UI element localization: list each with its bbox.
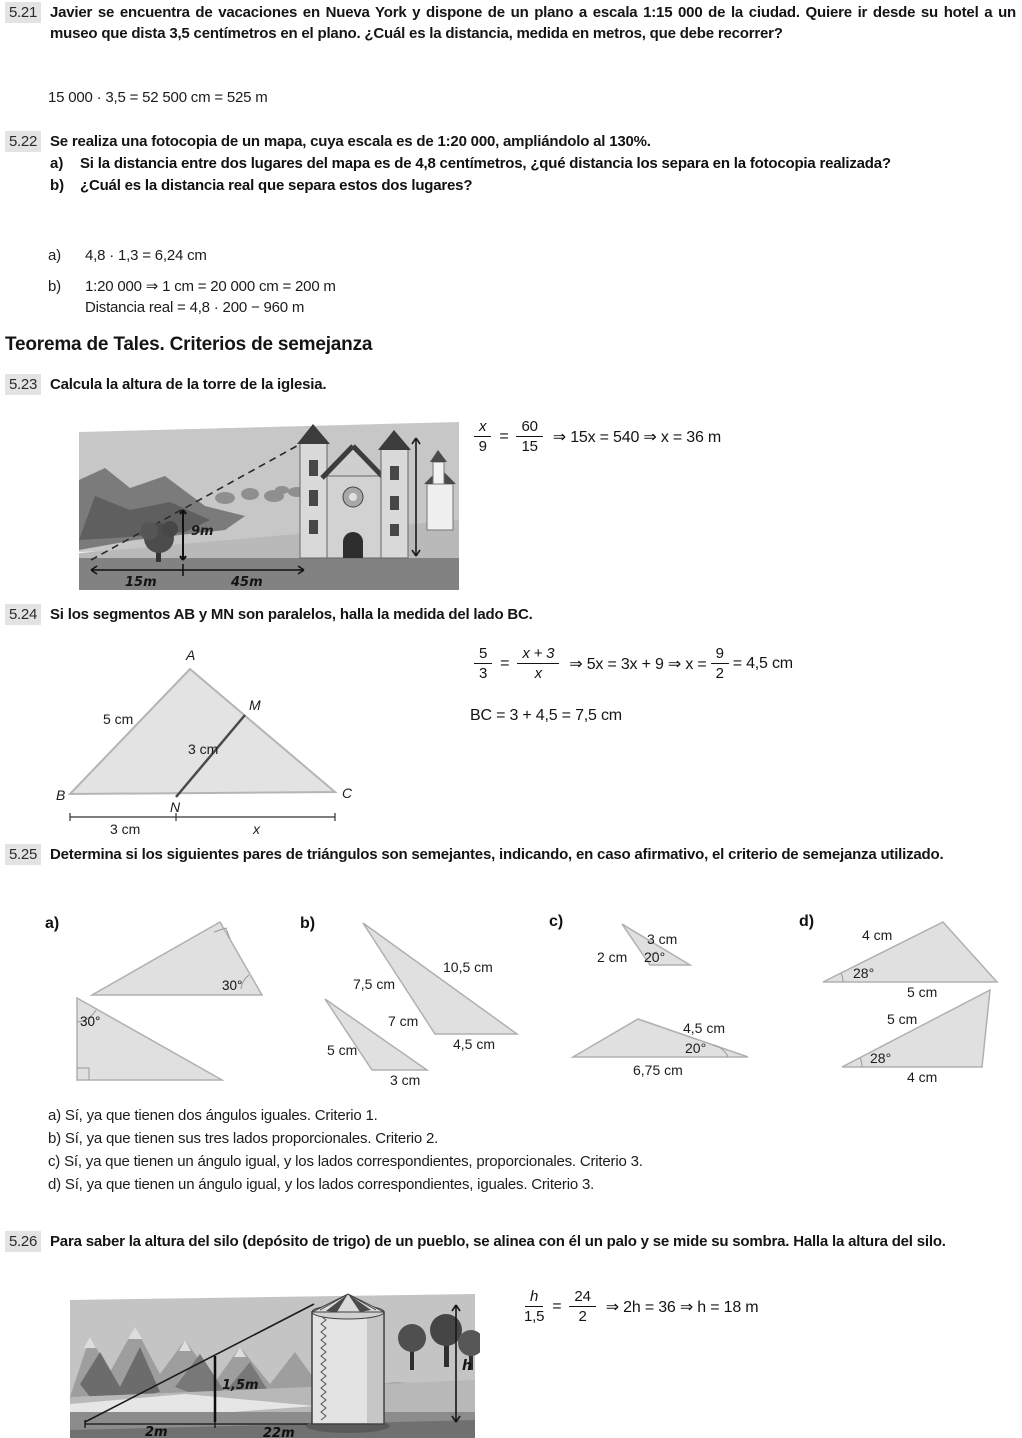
solution-line: 15 000 · 3,5 = 52 500 cm = 525 m [48, 89, 268, 106]
exercise-statement: Javier se encuentra de vacaciones en Nueva York y dispone de un plano a escala 1:15 000 de la ciudad. Quiere ir desde su hotel a un museo que dista 3,5 centímetros en el plano. ¿Cuál es la distancia, medida en metros, que debe recorrer? [50, 4, 1016, 42]
item-label: b) [50, 177, 65, 194]
formula-5-23: $\frac{x}{9}$ = $\frac{60}{15}$ ⇒ 15x = 540 ⇒ x = 36 m [470, 418, 721, 455]
fraction: $\frac{5}{3}$ [474, 645, 492, 682]
exercise-5-21 [5, 2, 1016, 44]
formula-5-24-line2: BC = 3 + 4,5 = 7,5 cm [470, 707, 622, 724]
exercise-5-22 [5, 131, 1016, 196]
part-d-label: d) [799, 913, 815, 930]
exercise-number: 5.21 [5, 2, 41, 23]
exercise-statement: Se realiza una fotocopia de un mapa, cuya escala es de 1:20 000, ampliándolo al 130%. [50, 133, 651, 150]
side-label: 5 cm [907, 984, 938, 1000]
side-label: 4,5 cm [683, 1020, 726, 1036]
angle-label: 28° [853, 965, 875, 981]
side-label: 3 cm [390, 1072, 421, 1088]
statement-item-b: b) ¿Cuál es la distancia real que separa estos dos lugares? [50, 177, 473, 194]
part-a-label: a) [45, 915, 60, 932]
part-b-label: b) [300, 915, 316, 932]
angle-label: 28° [870, 1050, 892, 1066]
angle-label: 30° [80, 1014, 101, 1029]
solution-b: b) 1:20 000 ⇒ 1 cm = 20 000 cm = 200 m Distancia real = 4,8 · 200 − 960 m [48, 278, 336, 316]
exercise-statement: Calcula la altura de la torre de la iglesia. [50, 376, 327, 393]
side-label: 5 cm [887, 1011, 918, 1027]
answer-c: c) Sí, ya que tienen un ángulo igual, y los lados correspondientes, proporcionales. Criterio 3. [48, 1153, 643, 1170]
statement-item-a: a) Si la distancia entre dos lugares del mapa es de 4,8 centímetros, ¿qué distancia los separa en la fotocopia realizada? [50, 155, 891, 172]
distance1-label: 15m [125, 575, 157, 590]
side-label: 7,5 cm [353, 976, 396, 992]
side-label: 4 cm [907, 1069, 938, 1085]
vertex-a-label: A [186, 647, 196, 663]
answer-b: b) Sí, ya que tienen sus tres lados proporcionales. Criterio 2. [48, 1130, 439, 1147]
side-label: 4 cm [862, 927, 893, 943]
distance2-label: 45m [231, 575, 263, 590]
triangle-pair-a [40, 912, 285, 1105]
triangle-pair-c [545, 912, 790, 1105]
exercise-number: 5.23 [5, 374, 41, 395]
pole-height-label: 1,5m [222, 1378, 259, 1393]
item-label: a) [50, 155, 64, 172]
fraction: $\frac{h}{1,5}$ [524, 1288, 545, 1325]
side-label: 6,75 cm [633, 1062, 683, 1078]
exercise-statement: Determina si los siguientes pares de triángulos son semejantes, indicando, en caso afirmativo, el criterio de semejanza utilizado. [50, 846, 944, 863]
fraction: $\frac{9}{2}$ [711, 645, 729, 682]
door [343, 532, 363, 558]
exercise-5-25 [5, 844, 1016, 865]
vertex-b-label: B [56, 787, 66, 803]
base-bn-label: 3 cm [110, 821, 141, 837]
fraction: $\frac{60}{15}$ [516, 418, 542, 455]
segment-mn-label: 3 cm [188, 741, 219, 757]
fraction: $\frac{x + 3}{x}$ [517, 645, 559, 682]
angle-label: 20° [685, 1040, 707, 1056]
church-illustration [75, 418, 463, 595]
triangle-abc-figure [48, 642, 378, 847]
triangle-abc [70, 669, 335, 794]
answer-d: d) Sí, ya que tienen un ángulo igual, y los lados correspondientes, iguales. Criterio 3. [48, 1176, 595, 1193]
distance1-label: 2m [145, 1425, 168, 1438]
silo [306, 1294, 390, 1433]
pole-height-label: 9m [191, 524, 214, 539]
side-label: 10,5 cm [443, 959, 493, 975]
vertex-m-label: M [249, 697, 261, 713]
formula-5-26: $\frac{h}{1,5}$ = $\frac{24}{2}$ ⇒ 2h = 36 ⇒ h = 18 m [524, 1288, 759, 1325]
fraction: $\frac{24}{2}$ [569, 1288, 595, 1325]
solution-a: a) 4,8 · 1,3 = 6,24 cm [48, 247, 207, 264]
triangle-a-bottom [77, 998, 222, 1080]
side-label: 5 cm [327, 1042, 358, 1058]
exercise-number: 5.22 [5, 131, 41, 152]
base-nc-label: x [253, 821, 260, 837]
side-label: 2 cm [597, 949, 628, 965]
triangle-d-top [823, 922, 997, 982]
fraction: $\frac{x}{9}$ [474, 418, 491, 455]
answers-5-25 [48, 1104, 643, 1196]
exercise-statement: Si los segmentos AB y MN son paralelos, halla la medida del lado BC. [50, 606, 533, 623]
triangle-pair-b [295, 912, 540, 1105]
triangle-pair-d [795, 912, 1020, 1105]
exercise-5-24 [5, 604, 1016, 625]
part-c-label: c) [549, 913, 564, 930]
side-label: 7 cm [388, 1013, 419, 1029]
silo-illustration [65, 1292, 480, 1438]
base-measure-line [70, 813, 335, 821]
exercise-5-23 [5, 374, 1016, 395]
side-label: 4,5 cm [453, 1036, 496, 1052]
section-title: Teorema de Tales. Criterios de semejanza [5, 334, 373, 355]
exercise-statement: Para saber la altura del silo (depósito de trigo) de un pueblo, se alinea con él un palo y se mide su sombra. Halla la altura del silo. [50, 1233, 946, 1250]
side-ab-label: 5 cm [103, 711, 134, 727]
angle-label: 20° [644, 949, 666, 965]
triangle-d-bottom [842, 990, 990, 1067]
answer-a: a) Sí, ya que tienen dos ángulos iguales. Criterio 1. [48, 1107, 378, 1124]
exercise-number: 5.24 [5, 604, 41, 625]
formula-5-24-line1: $\frac{5}{3}$ = $\frac{x + 3}{x}$ ⇒ 5x = 3x + 9 ⇒ x = $\frac{9}{2}$ = 4,5 cm [470, 645, 793, 682]
exercise-number: 5.26 [5, 1231, 41, 1252]
side-label: 3 cm [647, 931, 678, 947]
vertex-n-label: N [170, 799, 181, 815]
vertex-c-label: C [342, 785, 353, 801]
distance2-label: 22m [263, 1426, 295, 1438]
triangle-b-small [325, 999, 427, 1070]
angle-label: 30° [222, 978, 243, 993]
exercise-number: 5.25 [5, 844, 41, 865]
exercise-5-26 [5, 1231, 1016, 1252]
silo-height-label: h [462, 1358, 472, 1374]
